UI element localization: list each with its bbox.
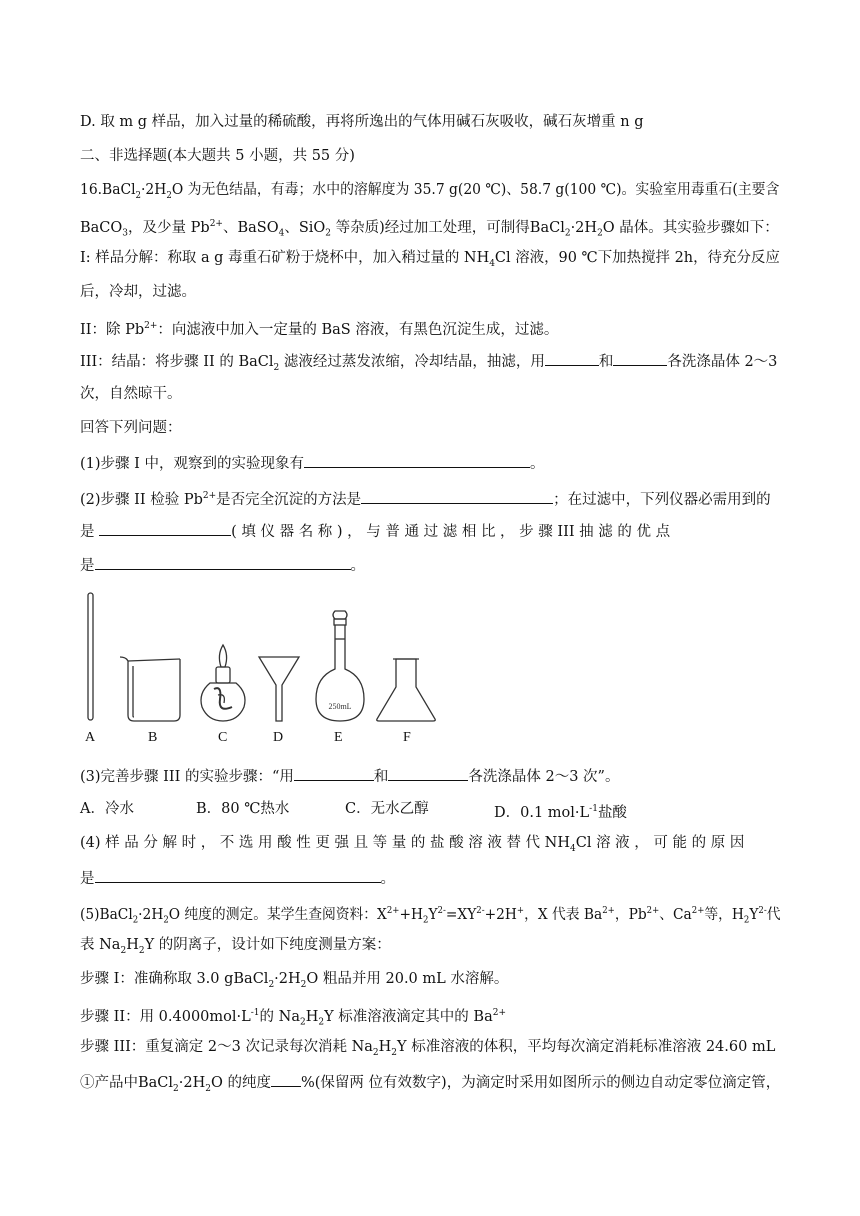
answer-blank[interactable]	[388, 765, 468, 781]
text: ·2H	[178, 1075, 206, 1091]
step-1-line-2	[80, 282, 196, 302]
text: 。	[529, 456, 545, 472]
text: O 纯度的测定。某学生查阅资料：X	[168, 906, 387, 923]
choice-c: C．无水乙醇	[345, 801, 429, 817]
text: 次，自然晾干。	[80, 386, 182, 402]
text: 回答下列问题：	[80, 420, 182, 436]
answer-blank[interactable]	[361, 488, 553, 504]
q2-line-2	[80, 520, 670, 542]
sup: 2-	[758, 906, 767, 916]
apparatus-label-a: A	[85, 730, 96, 745]
answer-blank[interactable]	[545, 350, 599, 366]
q5-sub-1	[80, 1071, 780, 1099]
funnel-icon	[259, 657, 299, 721]
sup: 2-	[476, 906, 485, 916]
q5-line-1	[80, 901, 781, 931]
text: Y 的阴离子，设计如下纯度测量方案：	[144, 937, 391, 953]
text: ；在过滤中，下列仪器必需用到的	[553, 491, 771, 508]
text: ：向滤液中加入一定量的 BaS 溶液，有黑色沉淀生成，过滤。	[157, 321, 559, 338]
text: ·2H	[138, 906, 164, 923]
text: Y	[749, 906, 759, 923]
sub: 2	[273, 362, 280, 373]
answer-prompt	[80, 418, 182, 438]
text: III：结晶：将步骤 II 的 BaCl	[80, 354, 274, 370]
text: 步骤 III：重复滴定 2～3 次记录每次消耗 Na	[80, 1039, 373, 1055]
text: 表 Na	[80, 937, 121, 953]
apparatus-label-c: C	[218, 730, 228, 745]
sub: 2	[743, 915, 750, 926]
choice-a: A．冷水	[80, 801, 134, 817]
q16-intro-line-2	[80, 214, 779, 244]
sup: 2+	[646, 906, 660, 916]
text: 各洗涤晶体 2～3 次”。	[468, 769, 620, 785]
beaker-icon	[120, 657, 180, 721]
text: 。	[350, 558, 365, 574]
section-heading-text: 二、非选择题(本大题共 5 小题，共 55 分)	[80, 148, 355, 164]
text: 是否完全沉淀的方法是	[216, 491, 362, 508]
text: H	[378, 1039, 392, 1055]
text: %(保留两 位有效数字)，为滴定时采用如图所示的侧边自动定零位滴定管，	[301, 1075, 781, 1091]
text: +2H	[484, 906, 517, 923]
text: II：除 Pb	[80, 321, 145, 338]
q5-step-2	[80, 1003, 506, 1033]
text: 、BaSO	[222, 219, 279, 236]
text: 、Ca	[659, 906, 692, 923]
text: O 晶体。其实验步骤如下：	[602, 219, 779, 236]
text: (1)步骤 I 中，观察到的实验现象有	[80, 456, 304, 472]
text: 16.BaCl	[80, 182, 136, 198]
text: 各洗涤晶体 2～3	[667, 354, 778, 370]
flask-volume-mark: 250mL	[328, 702, 352, 711]
q3-line	[80, 765, 619, 787]
answer-blank[interactable]	[95, 554, 351, 570]
sup: -1	[589, 804, 598, 814]
sub: 2	[268, 979, 275, 990]
apparatus-label-b: B	[148, 730, 158, 745]
text: H	[126, 937, 139, 953]
answer-blank[interactable]	[99, 520, 231, 536]
sub: 2	[564, 228, 571, 239]
text: (5)BaCl	[80, 906, 133, 923]
alcohol-lamp-icon	[201, 645, 245, 721]
text: Y 标准溶液滴定其中的 Ba	[324, 1008, 493, 1025]
text: 后，冷却，过滤。	[80, 284, 196, 300]
sub: 2	[132, 915, 139, 926]
text: O 的纯度	[211, 1075, 271, 1091]
text: O 为无色结晶，有毒；水中的溶解度为 35.7 g(20 ℃)、58.7 g(100 ℃)。实验室用毒重石(主要含	[171, 182, 780, 198]
text: BaCO	[80, 219, 123, 236]
text: O 粗品并用 20.0 mL 水溶解。	[306, 971, 509, 987]
sub: 2	[300, 979, 307, 990]
sub: 2	[163, 915, 169, 926]
sup: 2+	[386, 906, 400, 916]
q5-step-1	[80, 969, 508, 995]
apparatus-label-f: F	[403, 730, 411, 745]
sup: 2+	[209, 219, 223, 229]
sub: 4	[278, 228, 285, 239]
text: 是	[80, 871, 95, 887]
option-d-text: D. 取 m g 样品，加入过量的稀硫酸，再将所逸出的气体用碱石灰吸收，碱石灰增重 n g	[80, 114, 644, 130]
text: 代	[766, 906, 781, 923]
text: I: 样品分解：称取 a g 毒重石矿粉于烧杯中，加入稍过量的 NH	[80, 250, 490, 266]
text: H	[305, 1008, 319, 1025]
conical-flask-icon	[377, 659, 436, 721]
text: 盐酸	[597, 804, 627, 821]
text: 是	[80, 524, 95, 540]
sub: 4	[489, 258, 495, 269]
sup: 2+	[144, 321, 158, 331]
section-heading	[80, 146, 355, 166]
text: ·2H	[141, 182, 167, 198]
text: ，X 代表 Ba	[524, 906, 603, 923]
text: 等，H	[704, 906, 744, 923]
q1-line	[80, 452, 544, 474]
sup: 2+	[691, 906, 705, 916]
text: ①产品中BaCl	[80, 1075, 174, 1091]
q5-line-2	[80, 935, 391, 961]
sup: 2-	[437, 906, 446, 916]
text: 、SiO	[284, 219, 326, 236]
apparatus-figure	[0, 585, 860, 730]
sub: 2	[166, 190, 172, 201]
sub: 2	[120, 945, 127, 956]
text: D．0.1 mol·L	[494, 804, 590, 821]
text: ( 填 仪 器 名 称 ) ， 与 普 通 过 滤 相 比 ， 步 骤 III 抽 滤 的 优 点	[231, 524, 671, 540]
sub: 2	[135, 190, 142, 201]
text: (4) 样 品 分 解 时 ， 不 选 用 酸 性 更 强 且 等 量 的 盐 酸 溶 液 替 代 NH	[80, 835, 570, 851]
text: ·2H	[570, 219, 598, 236]
sub: 4	[570, 843, 576, 854]
sub: 2	[372, 1047, 379, 1058]
sub: 2	[300, 1017, 306, 1028]
sup: +	[516, 906, 525, 916]
sub: 2	[205, 1083, 211, 1094]
text: ，及少量 Pb	[128, 219, 210, 236]
text: 步骤 II：用 0.4000mol·L	[80, 1008, 251, 1025]
text: Cl 溶液，90 ℃下加热搅拌 2h，待充分反应	[494, 250, 780, 266]
option-d-line	[80, 112, 644, 132]
glass-rod-icon	[88, 593, 93, 720]
choice-b: B．80 ℃热水	[196, 801, 290, 817]
text: ·2H	[274, 971, 301, 987]
text: 和	[598, 354, 614, 370]
sub: 2	[173, 1083, 179, 1094]
sub: 2	[391, 1047, 398, 1058]
sub: 2	[423, 915, 429, 926]
text: 滤液经过蒸发浓缩，冷却结晶，抽滤，用	[279, 354, 545, 370]
text: (3)完善步骤 III 的实验步骤：“用	[80, 769, 294, 785]
sup: 2+	[492, 1008, 506, 1018]
sub: 2	[138, 945, 145, 956]
sub: 3	[122, 228, 129, 239]
choice-d	[494, 799, 627, 823]
text: =XY	[445, 906, 477, 923]
text: Y	[428, 906, 438, 923]
q16-intro-line-1	[80, 180, 779, 206]
text: 步骤 I：准确称取 3.0 gBaCl	[80, 971, 269, 987]
text: (2)步骤 II 检验 Pb	[80, 491, 203, 508]
text: 。	[380, 871, 395, 887]
answer-blank[interactable]	[271, 1071, 301, 1087]
answer-blank[interactable]	[613, 350, 667, 366]
q5-step-3	[80, 1037, 775, 1063]
answer-blank[interactable]	[95, 867, 381, 883]
text: 的 Na	[259, 1008, 300, 1025]
sup: 2+	[202, 491, 217, 501]
answer-blank[interactable]	[304, 452, 530, 468]
sub: 2	[325, 228, 332, 239]
text: Y 标准溶液的体积，平均每次滴定消耗标准溶液 24.60 mL	[397, 1039, 776, 1055]
q4-line-1	[80, 833, 744, 859]
step-1-line-1	[80, 248, 780, 274]
text: ，Pb	[614, 906, 647, 923]
text: 和	[373, 769, 389, 785]
apparatus-label-d: D	[273, 730, 284, 745]
q2-line-1	[80, 486, 771, 510]
sup: -1	[250, 1008, 260, 1018]
step-2-line	[80, 316, 558, 340]
text: Cl 溶 液 ， 可 能 的 原 因	[575, 835, 745, 851]
step-3-line-1	[80, 350, 777, 378]
sup: 2+	[602, 906, 615, 916]
text: 是	[80, 558, 95, 574]
sub: 2	[597, 228, 603, 239]
text: +H	[399, 906, 424, 923]
step-3-line-2	[80, 384, 182, 404]
apparatus-label-e: E	[334, 730, 343, 745]
text: 等杂质)经过加工处理，可制得BaCl	[331, 219, 565, 236]
answer-blank[interactable]	[294, 765, 374, 781]
sub: 2	[318, 1017, 325, 1028]
q4-line-2	[80, 867, 395, 889]
q2-line-3	[80, 554, 365, 576]
